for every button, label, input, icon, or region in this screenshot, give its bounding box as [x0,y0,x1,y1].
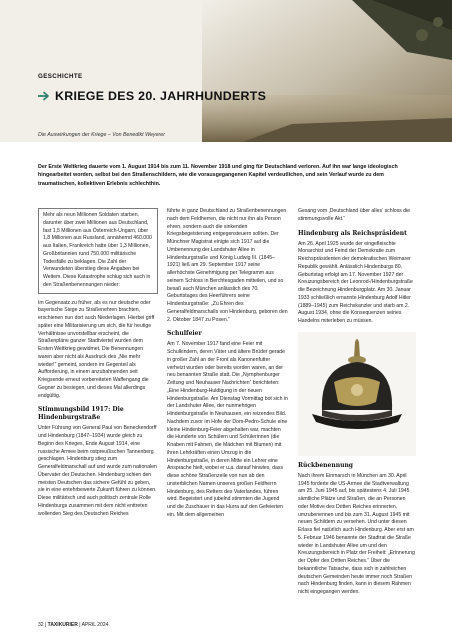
paragraph: Im Gegensatz zu früher, als es nur deutsche oder bayerische Siege zu Straßenehren brachten, erschienen nun dort auch Niederlagen. Hierbei griff später eine Militarisierung um sich, die für heutige Verhältnisse unvorstellbar erscheint, die Straßenpläne ganzer Stadtviertel wurden dem Ersten Weltkrieg gewidmet. Die Benennungen waren aber nicht als Ausdruck des „Nie mehr wieder!“ gemeint, sondern im Gegenteil als Aufforderung, in einem anzubahnenden seit Kriegsende erneut vorbereiteten Waffengang die Gegner zu besiegen, und dieses Mal allerdings endgültig. [38,299,155,399]
subtitle: Die Auswirkungen der Kriege – Von Benedikt Weyerer [38,132,165,138]
pickelhaube-helmet-icon [298,332,416,456]
column-2 [167,208,288,526]
arrow-right-icon [38,91,50,101]
paragraph: führte in ganz Deutschland zu Straßenbenennungen nach dem Feldherren, die nicht nur ihn als Person ehren, sondern auch die sinkenden Kriegsbegeisterung entgegensteuern sollten. Der Münchner Magistrat einigte sich 1917 auf die Umbenennung der Landshuter Allee in Hindenburgstraße und König Ludwig III. (1845–1921) ließ am 29. September 1917 seine allerhöchste Genehmigung per Telegramm aus seinem Schloss in Berchtesgaden mitteilen, und so besaß auch München anlässlich des 70. Geburtstages des Heerführers seine Hindenburgstraße: „Zu Ehren des Generalfeldmarschalls von Hindenburg, geboren den 2. Oktober 1847 zu Posen.“ [167,208,288,323]
paragraph: Am 26. April 1925 wurde der eingefleischte Monarchist und Feind der Demokratie zum Reichspräsidenten der demokratischen Weimarer Republik gewählt. Anlässlich Hindenburgs 80. Geburtstag erfolgt am 17. November 1927 der Kreuzungsbereich der Leonrod-/Hindenburgstraße die Bezeichnung Hindenburgplatz. Am 30. Januar 1933 schließlich ernannte Hindenburg Adolf Hitler (1889–1945) zum Reichskanzler und starb am 2. August 1934, ohne die Konsequenzen seines Handelns miterleben zu müssen. [298,240,413,324]
subheading: Rückbenennung [298,461,353,469]
tank-photo [202,0,452,142]
subheading: Schulfeier [167,330,202,338]
paragraph: Nach ihrem Einmarsch in München am 30. April 1945 forderte die US-Armee die Stadtverwaltung am 25. Juni 1945 auf, bis spätestens 4. Juli 1945 sämtliche Plätze und Straßen, die an Personen oder Motive des Dritten Reiches erinnerten, umzubenennen und bis zum 31. August 1945 mit neuen Schildern zu versehen. Und unter diesen Erlass fiel natürlich auch Hindenburg. Aber erst am 5. Februar 1946 benannte der Stadtrat die Straße wieder in Landshuter Allee um und den Kreuzungsbereich in Platz der Freiheit: „Erinnerung der Opfer des Dritten Reiches.“ Über die bekanntliche Tatsache, dass sich in zahlreichen deutschen Gemeinden heute immer noch Straßen nach Hindenburg finden, kann in diesem Rahmen nicht eingegangen werden. [298,472,415,595]
paragraph: Am 7. November 1917 fand eine Feier mit Schulkindern, deren Väter und ältere Brüder gerade in großer Zahl an der Front als Kanonenfutter verheizt wurden oder bereits worden waren, an der neu benannten Straße statt. Die „Nymphenburger Zeitung und Neuhauser Nachrichten“ berichteten: „Eine Hindenburg-Huldigung in der neuen Hindenburgstraße. Am Dienstag Vormittag bot sich in der Landshuter Allee, der nunmehrigen Hindenburgstraße in Neuhausen, ein reizendes Bild. Nachdem zuvor im Hofe der Dom-Pedro-Schule eine kleine Hindenburg-Feier abgehalten war, machten die Hunderte von Schülern und Schülerinnen (die Knaben mit Fahnen, die Mädchen mit Blumen) mit ihren Lehrkräften einen Umzug in die Hindenburgstraße, in deren Mitte ein Lehrer eine Ansprache hielt, wobei er u.a. darauf hinwies, dass diese schöne Straßenzeile von nun ab den unsterblichen Namen unseres großen Feldherrn Hindenburg, des Retters des Vaterlandes, führen wird. Begeistert und jubelnd stimmten die Jugend und die Zuschauer in das Hurra auf den Gefeierten ein. Mit dem allgemeinen [167,341,288,518]
subheading: Stimmungsbild 1917: Die Hindenburgstraße [38,406,124,422]
intro-box [38,208,158,294]
magazine-name: TAXIKURIER [47,622,78,628]
page-number: 32 [38,622,44,628]
title-row [38,89,266,103]
subheading: Hindenburg als Reichspräsident [298,229,407,237]
paragraph: Gesang vom ‚Deutschland über alles‘ schloss die stimmungsvolle Akt.“ [298,208,411,222]
paragraph: Unter Führung von General Paul von Beneckendorff und Hindenburg (1847–1934) wurde gleich zu Beginn des Krieges, Ende August 1914, eine russische Armee beim ostpreußischen Tannenberg geschlagen. Hindenburg stieg zum Generalfeldmarschall auf und wurde zum nationalen Übervater der Deutschen. Hindenburg schien den meisten Deutschen das sichere Gefühl zu geben, sie in eine entehrbewerte Zukunft führen zu können. Diese militärisch und auch politisch zentrale Rolle Hindenburgs zusammen mit dem nicht enttreten wollenden Sieg des Deutschen Reiches [38,425,157,517]
intro-text: Mehr als neun Millionen Soldaten starben, darunter über zwei Millionen aus Deutschland, fast 1,5 Millionen aus Österreich-Ungarn, über 1,8 Millionen aus Russland, annähernd 460.000 aus Italien, Frankreich hatte über 1,3 Millionen, Großbritannien rund 750.000 militärische Todesfälle zu beklagen. Die Zahl der Verwundeten überstieg diese Angaben bei Weitem. Diese Katastrophe schlug sich auch in den Straßenbenennungen nieder: [43,212,152,288]
page-title: KRIEGE DES 20. JAHRHUNDERTS [55,89,267,103]
lead-paragraph: Der Erste Weltkrieg dauerte vom 1. August 1914 bis zum 11. November 1918 und ging für Deutschland verloren. Auf ihn war lange ideologisch hingearbeitet worden, selbst bei den Straßenschildern, wie die vorausgegangenen Kapitel verdeutlichen, und sein Verlauf wurde zu dem traumatischen, kollektiven Erlebnis schlechthin. [38,164,398,187]
issue-date: APRIL 2024 [81,622,109,628]
hero-banner [0,0,452,142]
section-label: GESCHICHTE [38,73,83,80]
column-1 [38,208,158,524]
page-footer: 32 | TAXIKURIER | APRIL 2024 [38,622,109,628]
column-3 [298,208,416,603]
